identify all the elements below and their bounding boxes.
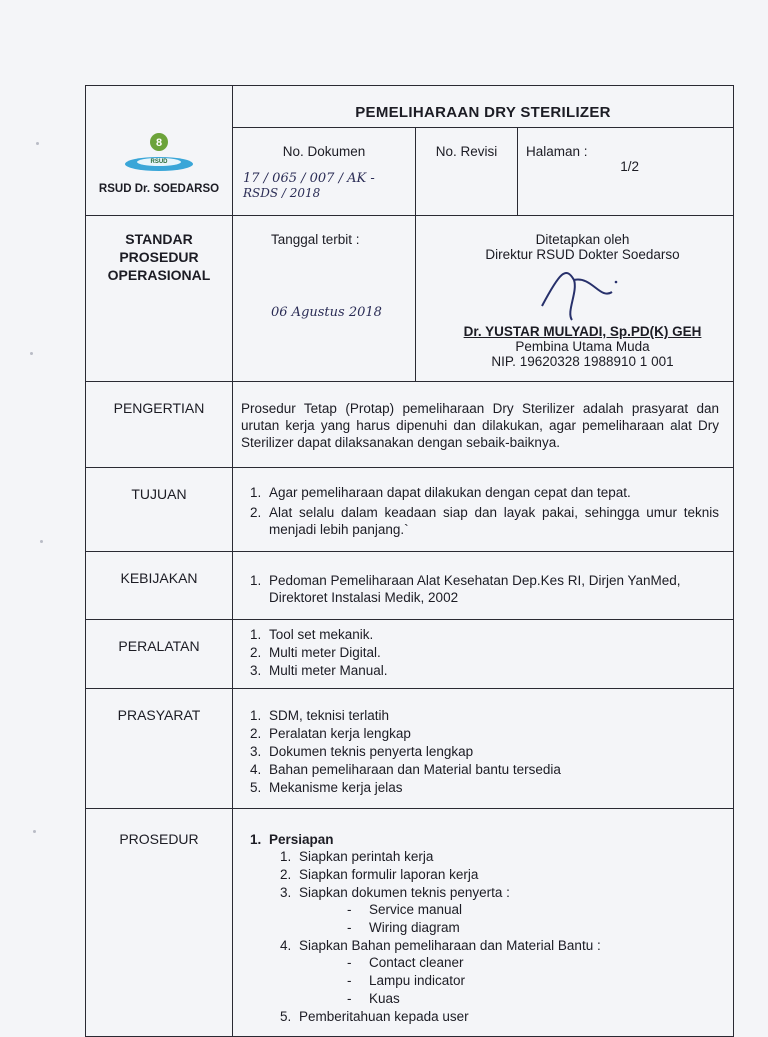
- sop-title-line: PROSEDUR: [119, 249, 199, 265]
- list-item: 3. Dokumen teknis penyerta lengkap: [265, 743, 719, 760]
- list-item: 1. Agar pemeliharaan dapat dilakukan dengan cepat dan tepat.: [265, 484, 719, 501]
- no-revisi-cell: [416, 128, 518, 216]
- signer-name: Dr. YUSTAR MULYADI, Sp.PD(K) GEH: [463, 324, 702, 339]
- phase-title: Persiapan: [269, 832, 334, 847]
- prosedur-content: [233, 809, 734, 1037]
- prosedur-steps: [269, 848, 719, 1025]
- tujuan-list: [241, 484, 719, 538]
- no-dokumen-cell: [233, 128, 416, 216]
- halaman-value: 1/2: [620, 159, 640, 174]
- signer-rank: Pembina Utama Muda: [515, 339, 650, 354]
- director-title: Direktur RSUD Dokter Soedarso: [485, 247, 680, 262]
- kebijakan-list: [241, 572, 719, 606]
- pengertian-text: Prosedur Tetap (Protap) pemeliharaan Dry Sterilizer adalah prasyarat dan urutan kerja yang harus dipenuhi dan dilakukan, agar pemeliharaan alat Dry Sterilizer dapat dilaksanakan dengan sebaik-baiknya.: [233, 382, 734, 468]
- scan-speck: [40, 540, 43, 543]
- sop-table: [85, 85, 734, 1037]
- section-label-peralatan: PERALATAN: [86, 620, 233, 689]
- list-item: 3. Multi meter Manual.: [265, 662, 719, 679]
- list-item: 1. Pedoman Pemeliharaan Alat Kesehatan Dep.Kes RI, Dirjen YanMed, Direktoret Instalasi Medik, 2002: [265, 572, 719, 606]
- sub-item: - Wiring diagram: [343, 919, 719, 936]
- phase-item: [265, 831, 719, 1025]
- section-label-tujuan: TUJUAN: [86, 468, 233, 552]
- list-item: 2. Peralatan kerja lengkap: [265, 725, 719, 742]
- peralatan-content: [233, 620, 734, 689]
- step-item: [295, 884, 719, 936]
- section-label-pengertian: PENGERTIAN: [86, 382, 233, 468]
- step-item: [295, 937, 719, 1007]
- prosedur-phases: [241, 831, 719, 1025]
- scan-speck: [36, 142, 39, 145]
- approval-label: Ditetapkan oleh: [535, 232, 630, 247]
- kebijakan-content: [233, 552, 734, 620]
- sop-title-line: STANDAR: [125, 231, 193, 247]
- tanggal-label: Tanggal terbit :: [271, 232, 360, 247]
- hospital-logo: [90, 126, 228, 165]
- list-item: 1. SDM, teknisi terlatih: [265, 707, 719, 724]
- list-item: 4. Bahan pemeliharaan dan Material bantu tersedia: [265, 761, 719, 778]
- no-dokumen-value-cont: RSDS / 2018: [243, 186, 321, 200]
- scan-speck: [33, 830, 36, 833]
- sub-item: - Lampu indicator: [343, 972, 719, 989]
- section-label-prasyarat: PRASYARAT: [86, 689, 233, 809]
- prasyarat-content: [233, 689, 734, 809]
- signer-nip: NIP. 19620328 1988910 1 001: [491, 354, 674, 369]
- sop-title: [86, 216, 233, 382]
- tanggal-value: 06 Agustus 2018: [271, 305, 382, 320]
- approval-cell: [416, 216, 734, 382]
- section-label-prosedur: PROSEDUR: [86, 809, 233, 1037]
- scan-speck: [30, 352, 33, 355]
- list-item: 1. Tool set mekanik.: [265, 626, 719, 643]
- step-item: 2. Siapkan formulir laporan kerja: [295, 866, 719, 883]
- peralatan-list: [241, 626, 719, 679]
- hospital-name: RSUD Dr. SOEDARSO: [98, 183, 220, 195]
- halaman-label: Halaman :: [526, 144, 588, 159]
- step-item: 1. Siapkan perintah kerja: [295, 848, 719, 865]
- section-label-kebijakan: KEBIJAKAN: [86, 552, 233, 620]
- sub-item: - Kuas: [343, 990, 719, 1007]
- director-signature: [440, 262, 725, 324]
- svg-text:8: 8: [155, 137, 163, 149]
- step-text: Siapkan dokumen teknis penyerta :: [299, 885, 510, 900]
- logo-text: RSUD: [150, 159, 168, 165]
- sub-item: - Contact cleaner: [343, 954, 719, 971]
- sop-title-line: OPERASIONAL: [107, 267, 211, 283]
- no-dokumen-value: 17 / 065 / 007 / AK -: [243, 171, 375, 186]
- no-dokumen-label: No. Dokumen: [282, 144, 366, 159]
- step-text: Siapkan Bahan pemeliharaan dan Material Bantu :: [299, 938, 601, 953]
- document-title: PEMELIHARAAN DRY STERILIZER: [233, 86, 734, 128]
- list-item: 5. Mekanisme kerja jelas: [265, 779, 719, 796]
- sub-item: - Service manual: [343, 901, 719, 918]
- step-item: 5. Pemberitahuan kepada user: [295, 1008, 719, 1025]
- materials-list: [299, 954, 719, 1007]
- no-revisi-label: No. Revisi: [435, 144, 498, 159]
- tujuan-content: [233, 468, 734, 552]
- docs-list: [299, 901, 719, 936]
- prasyarat-list: [241, 707, 719, 796]
- halaman-cell: [518, 128, 734, 216]
- logo-cell: [86, 86, 233, 216]
- list-item: 2. Alat selalu dalam keadaan siap dan layak pakai, sehingga umur teknis menjadi lebih panjang.`: [265, 504, 719, 538]
- tanggal-cell: [233, 216, 416, 382]
- list-item: 2. Multi meter Digital.: [265, 644, 719, 661]
